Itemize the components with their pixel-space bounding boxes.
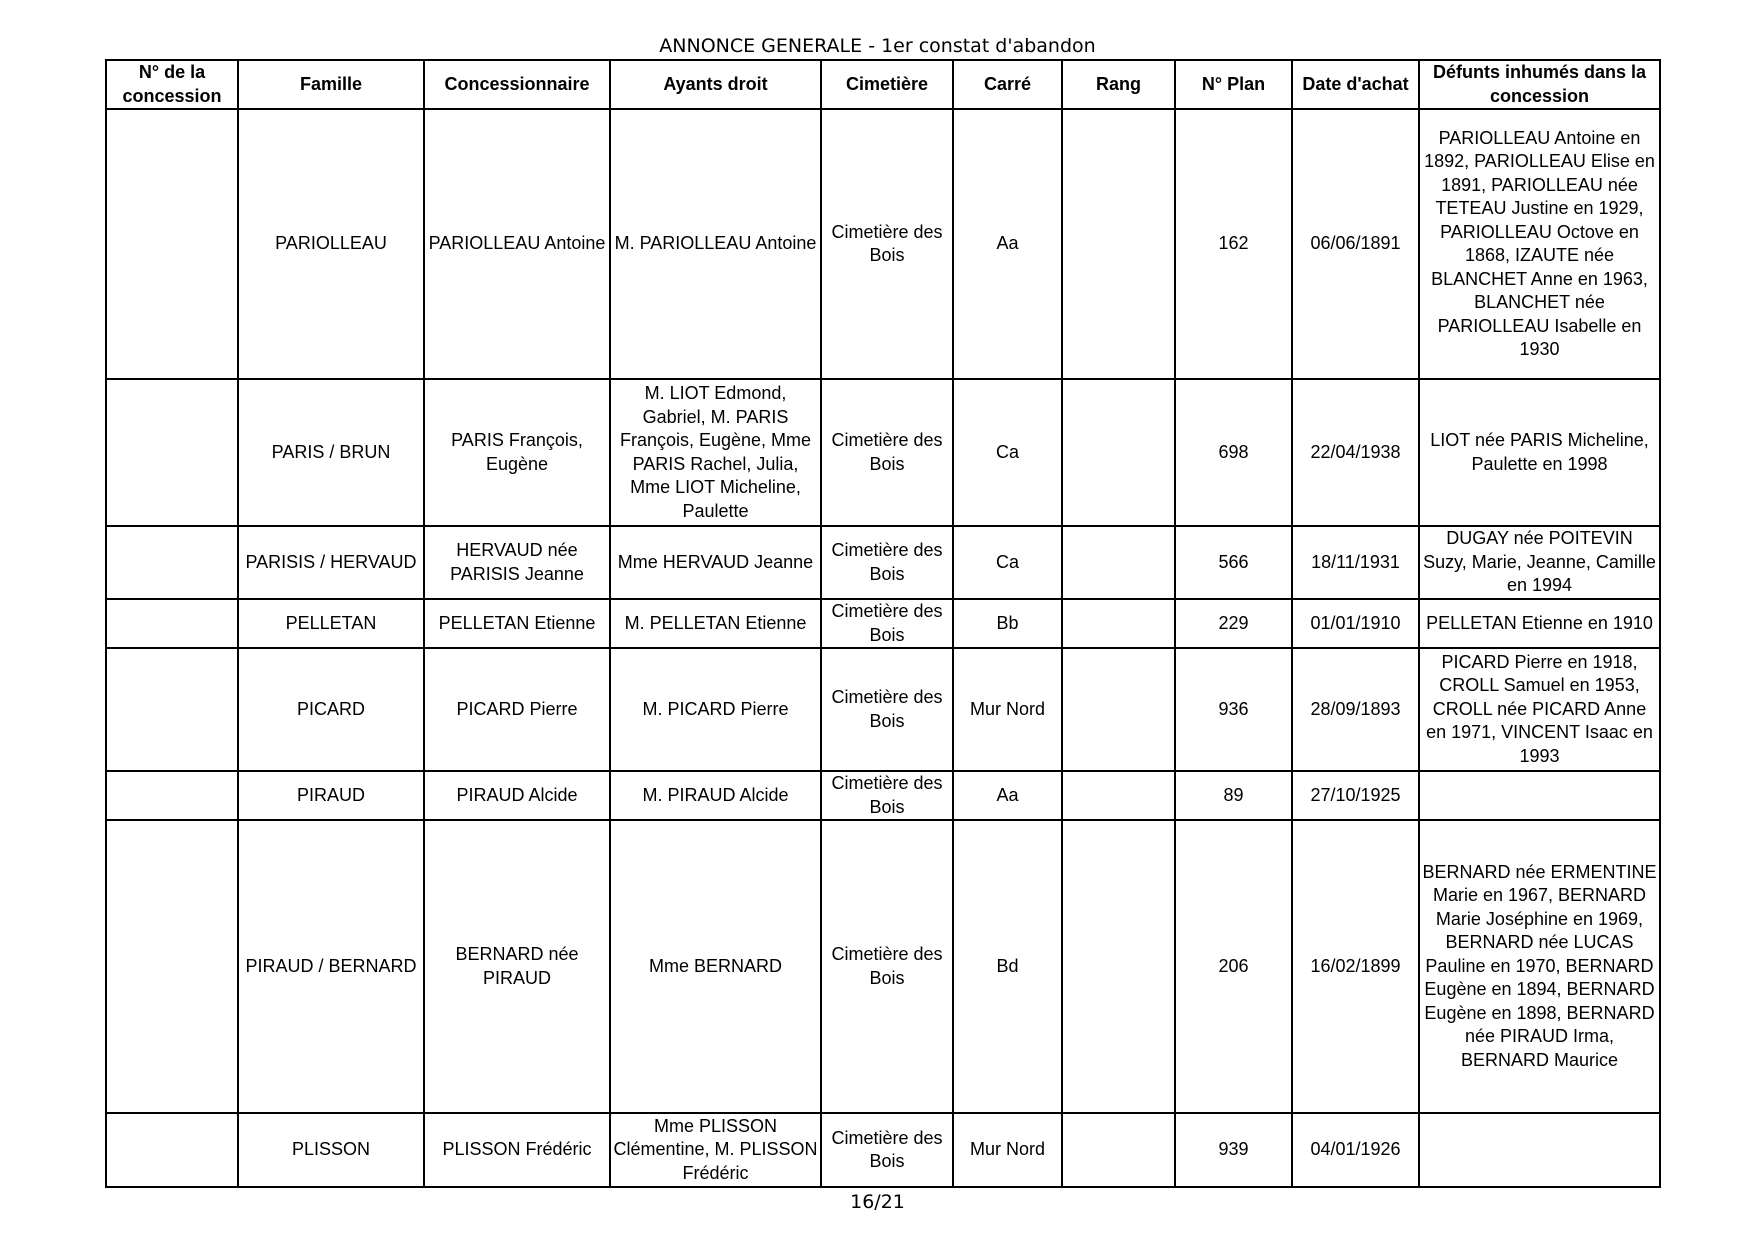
cell-date-achat: 22/04/1938 (1292, 379, 1419, 526)
header-defunts: Défunts inhumés dans la concession (1419, 60, 1660, 109)
table-row (106, 771, 1660, 820)
cell-concessionnaire: PIRAUD Alcide (424, 771, 610, 820)
cell-concessionnaire: BERNARD née PIRAUD (424, 820, 610, 1113)
header-concessionnaire: Concessionnaire (424, 60, 610, 109)
table-row (106, 109, 1660, 379)
table-row (106, 526, 1660, 599)
cell-carre: Ca (953, 379, 1062, 526)
cell-ayants-droit: M. LIOT Edmond, Gabriel, M. PARIS François, Eugène, Mme PARIS Rachel, Julia, Mme LIOT Micheline, Paulette (610, 379, 821, 526)
cell-defunts: PICARD Pierre en 1918, CROLL Samuel en 1953, CROLL née PICARD Anne en 1971, VINCENT Isaac en 1993 (1419, 648, 1660, 771)
cell-plan-no: 698 (1175, 379, 1292, 526)
cell-rang (1062, 771, 1175, 820)
cell-cimetiere: Cimetière des Bois (821, 648, 953, 771)
cell-rang (1062, 1113, 1175, 1187)
header-rang: Rang (1062, 60, 1175, 109)
header-row (106, 60, 1660, 109)
table-row (106, 648, 1660, 771)
header-cimetiere: Cimetière (821, 60, 953, 109)
cell-carre: Aa (953, 771, 1062, 820)
cell-famille: PIRAUD / BERNARD (238, 820, 424, 1113)
cell-plan-no: 936 (1175, 648, 1292, 771)
cell-rang (1062, 820, 1175, 1113)
cell-rang (1062, 109, 1175, 379)
cell-rang (1062, 599, 1175, 648)
cell-concession-no (106, 379, 238, 526)
cell-concession-no (106, 820, 238, 1113)
cell-concessionnaire: PELLETAN Etienne (424, 599, 610, 648)
cell-plan-no: 162 (1175, 109, 1292, 379)
header-plan-no: N° Plan (1175, 60, 1292, 109)
cell-defunts: PARIOLLEAU Antoine en 1892, PARIOLLEAU Elise en 1891, PARIOLLEAU née TETEAU Justine en 1929, PARIOLLEAU Octove en 1868, IZAUTE née BLANCHET Anne en 1963, BLANCHET née PARIOLLEAU Isabelle en 1930 (1419, 109, 1660, 379)
cell-carre: Bb (953, 599, 1062, 648)
cell-ayants-droit: M. PIRAUD Alcide (610, 771, 821, 820)
cell-plan-no: 206 (1175, 820, 1292, 1113)
table-row (106, 1113, 1660, 1187)
cell-carre: Bd (953, 820, 1062, 1113)
header-date-achat: Date d'achat (1292, 60, 1419, 109)
header-carre: Carré (953, 60, 1062, 109)
cell-concessionnaire: PARIS François, Eugène (424, 379, 610, 526)
cell-cimetiere: Cimetière des Bois (821, 771, 953, 820)
cell-cimetiere: Cimetière des Bois (821, 526, 953, 599)
cell-famille: PICARD (238, 648, 424, 771)
cell-ayants-droit: M. PICARD Pierre (610, 648, 821, 771)
table-row (106, 379, 1660, 526)
cell-famille: PIRAUD (238, 771, 424, 820)
cell-famille: PARIS / BRUN (238, 379, 424, 526)
cell-famille: PLISSON (238, 1113, 424, 1187)
cell-defunts: DUGAY née POITEVIN Suzy, Marie, Jeanne, Camille en 1994 (1419, 526, 1660, 599)
cell-famille: PELLETAN (238, 599, 424, 648)
cell-date-achat: 01/01/1910 (1292, 599, 1419, 648)
cell-plan-no: 939 (1175, 1113, 1292, 1187)
cell-concessionnaire: PICARD Pierre (424, 648, 610, 771)
cell-date-achat: 27/10/1925 (1292, 771, 1419, 820)
cell-rang (1062, 379, 1175, 526)
cell-date-achat: 18/11/1931 (1292, 526, 1419, 599)
cell-concessionnaire: PARIOLLEAU Antoine (424, 109, 610, 379)
cell-concession-no (106, 648, 238, 771)
cell-famille: PARISIS / HERVAUD (238, 526, 424, 599)
header-concession-no: N° de la concession (106, 60, 238, 109)
concession-table (105, 59, 1661, 1188)
cell-cimetiere: Cimetière des Bois (821, 109, 953, 379)
cell-concession-no (106, 599, 238, 648)
table-row (106, 820, 1660, 1113)
cell-concessionnaire: PLISSON Frédéric (424, 1113, 610, 1187)
cell-concession-no (106, 526, 238, 599)
cell-concession-no (106, 109, 238, 379)
cell-ayants-droit: Mme BERNARD (610, 820, 821, 1113)
page-number: 16/21 (850, 1191, 905, 1213)
cell-plan-no: 89 (1175, 771, 1292, 820)
cell-famille: PARIOLLEAU (238, 109, 424, 379)
cell-concession-no (106, 771, 238, 820)
cell-defunts (1419, 771, 1660, 820)
cell-cimetiere: Cimetière des Bois (821, 1113, 953, 1187)
cell-cimetiere: Cimetière des Bois (821, 820, 953, 1113)
cell-ayants-droit: Mme HERVAUD Jeanne (610, 526, 821, 599)
cell-ayants-droit: Mme PLISSON Clémentine, M. PLISSON Frédéric (610, 1113, 821, 1187)
cell-date-achat: 28/09/1893 (1292, 648, 1419, 771)
cell-rang (1062, 526, 1175, 599)
cell-carre: Mur Nord (953, 1113, 1062, 1187)
cell-plan-no: 566 (1175, 526, 1292, 599)
cell-concessionnaire: HERVAUD née PARISIS Jeanne (424, 526, 610, 599)
header-ayants-droit: Ayants droit (610, 60, 821, 109)
cell-carre: Mur Nord (953, 648, 1062, 771)
header-famille: Famille (238, 60, 424, 109)
cell-defunts: PELLETAN Etienne en 1910 (1419, 599, 1660, 648)
cell-defunts (1419, 1113, 1660, 1187)
cell-carre: Aa (953, 109, 1062, 379)
cell-carre: Ca (953, 526, 1062, 599)
cell-plan-no: 229 (1175, 599, 1292, 648)
cell-cimetiere: Cimetière des Bois (821, 379, 953, 526)
cell-rang (1062, 648, 1175, 771)
cell-cimetiere: Cimetière des Bois (821, 599, 953, 648)
cell-date-achat: 04/01/1926 (1292, 1113, 1419, 1187)
page-title: ANNONCE GENERALE - 1er constat d'abandon (659, 35, 1096, 57)
table-row (106, 599, 1660, 648)
cell-defunts: BERNARD née ERMENTINE Marie en 1967, BERNARD Marie Joséphine en 1969, BERNARD née LUCAS Pauline en 1970, BERNARD Eugène en 1894, BERNARD Eugène en 1898, BERNARD née PIRAUD Irma, BERNARD Maurice (1419, 820, 1660, 1113)
cell-date-achat: 06/06/1891 (1292, 109, 1419, 379)
cell-concession-no (106, 1113, 238, 1187)
cell-ayants-droit: M. PELLETAN Etienne (610, 599, 821, 648)
cell-ayants-droit: M. PARIOLLEAU Antoine (610, 109, 821, 379)
cell-defunts: LIOT née PARIS Micheline, Paulette en 1998 (1419, 379, 1660, 526)
cell-date-achat: 16/02/1899 (1292, 820, 1419, 1113)
